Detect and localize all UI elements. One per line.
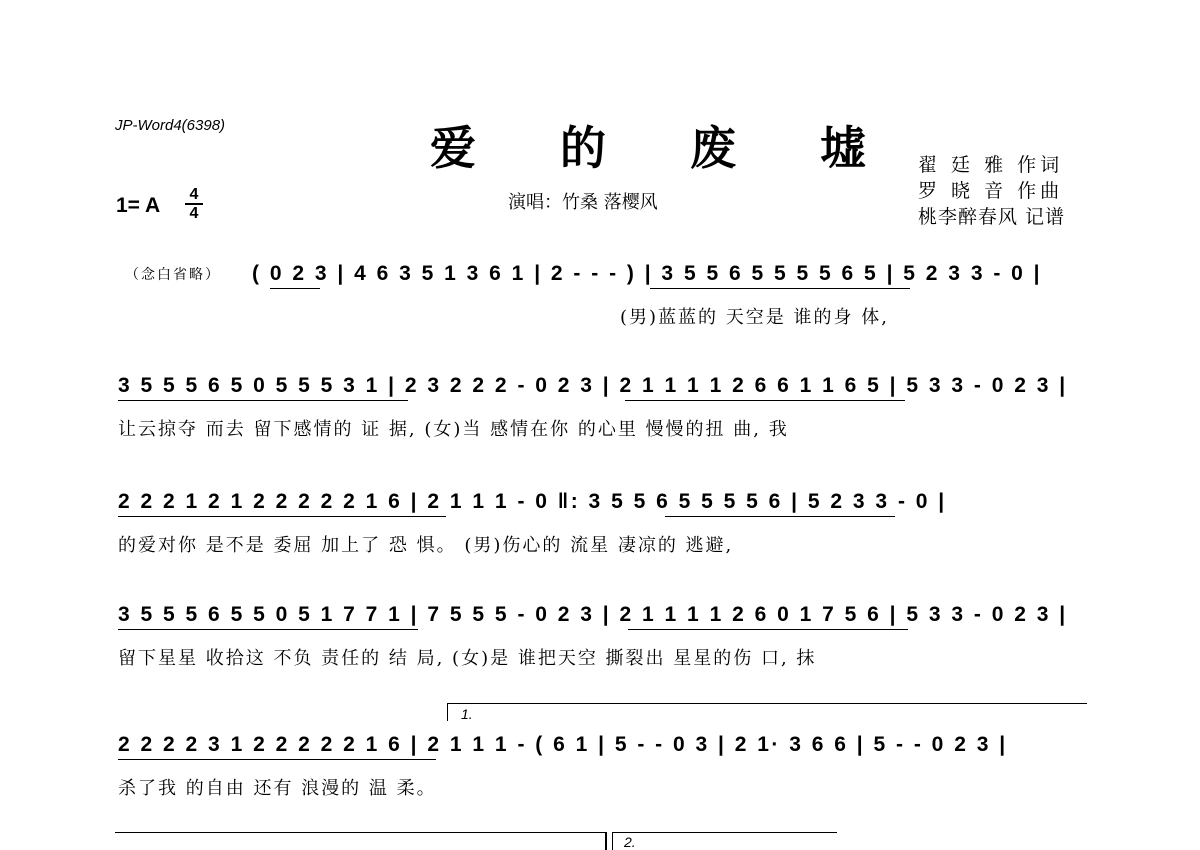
underline	[118, 629, 418, 630]
underline	[270, 288, 320, 289]
system-4-notes: 3 5 5 5 6 5 5 0 5 1 7 7 1 | 7 5 5 5 - 0 2 3 | 2 1 1 1 1 2 6 0 1 7 5 6 | 5 3 3 - 0 2 3 |	[118, 603, 1068, 626]
transcriber-credit: 桃李醉春风 记谱	[918, 206, 1066, 228]
volta-2-bracket	[612, 832, 837, 833]
system-2-notes: 3 5 5 5 6 5 0 5 5 5 3 1 | 2 3 2 2 2 - 0 2 3 | 2 1 1 1 1 2 6 6 1 1 6 5 | 5 3 3 - 0 2 3 |	[118, 374, 1068, 397]
volta-1-label: 1.	[461, 706, 473, 722]
time-signature	[185, 186, 203, 222]
meter-top: 4	[189, 186, 199, 203]
underline	[118, 400, 408, 401]
composer-credit: 罗 晓 音 作曲	[918, 180, 1064, 202]
system-1-lyrics: (男)蓝蓝的 天空是 谁的身 体,	[620, 307, 889, 328]
system-5-lyrics: 杀了我 的自由 还有 浪漫的 温 柔。	[118, 778, 437, 799]
underline	[665, 516, 895, 517]
staff-rule	[115, 832, 605, 833]
software-label: JP-Word4(6398)	[115, 117, 226, 134]
system-3-notes: 2 2 2 1 2 1 2 2 2 2 2 1 6 | 2 1 1 1 - 0 ‖: 3 5 5 6 5 5 5 5 6 | 5 2 3 3 - 0 |	[118, 490, 947, 513]
underline	[650, 288, 910, 289]
intro-note: （念白省略）	[125, 267, 221, 283]
system-3-lyrics: 的爱对你 是不是 委屈 加上了 恐 惧。 (男)伤心的 流星 凄凉的 逃避,	[118, 535, 734, 556]
barline	[605, 832, 607, 850]
lyricist-credit: 翟 廷 雅 作词	[918, 154, 1064, 176]
underline	[118, 516, 446, 517]
system-2-lyrics: 让云掠夺 而去 留下感情的 证 据, (女)当 感情在你 的心里 慢慢的扭 曲, 我	[118, 419, 789, 440]
key-signature: 1= A	[116, 194, 161, 217]
volta-1-bracket-edge	[447, 703, 448, 721]
system-1-notes: ( 0 2 3 | 4 6 3 5 1 3 6 1 | 2 - - - ) | 3 5 5 6 5 5 5 5 6 5 | 5 2 3 3 - 0 |	[252, 262, 1043, 285]
meter-bottom: 4	[189, 205, 199, 222]
system-4-lyrics: 留下星星 收拾这 不负 责任的 结 局, (女)是 谁把天空 撕裂出 星星的伤 口, 抹	[118, 648, 817, 669]
underline	[625, 400, 905, 401]
volta-2-label: 2.	[624, 834, 636, 850]
underline	[628, 629, 908, 630]
singer-credit: 演唱：竹桑 落樱风	[508, 192, 658, 213]
volta-2-bracket-edge	[612, 832, 613, 850]
song-title: 爱 的 废 墟	[430, 121, 901, 175]
system-5-notes: 2 2 2 2 3 1 2 2 2 2 2 1 6 | 2 1 1 1 - ( 6 1 | 5 - - 0 3 | 2 1· 3 6 6 | 5 - - 0 2 3 |	[118, 733, 1008, 756]
underline	[118, 759, 436, 760]
volta-1-bracket	[447, 703, 1087, 704]
